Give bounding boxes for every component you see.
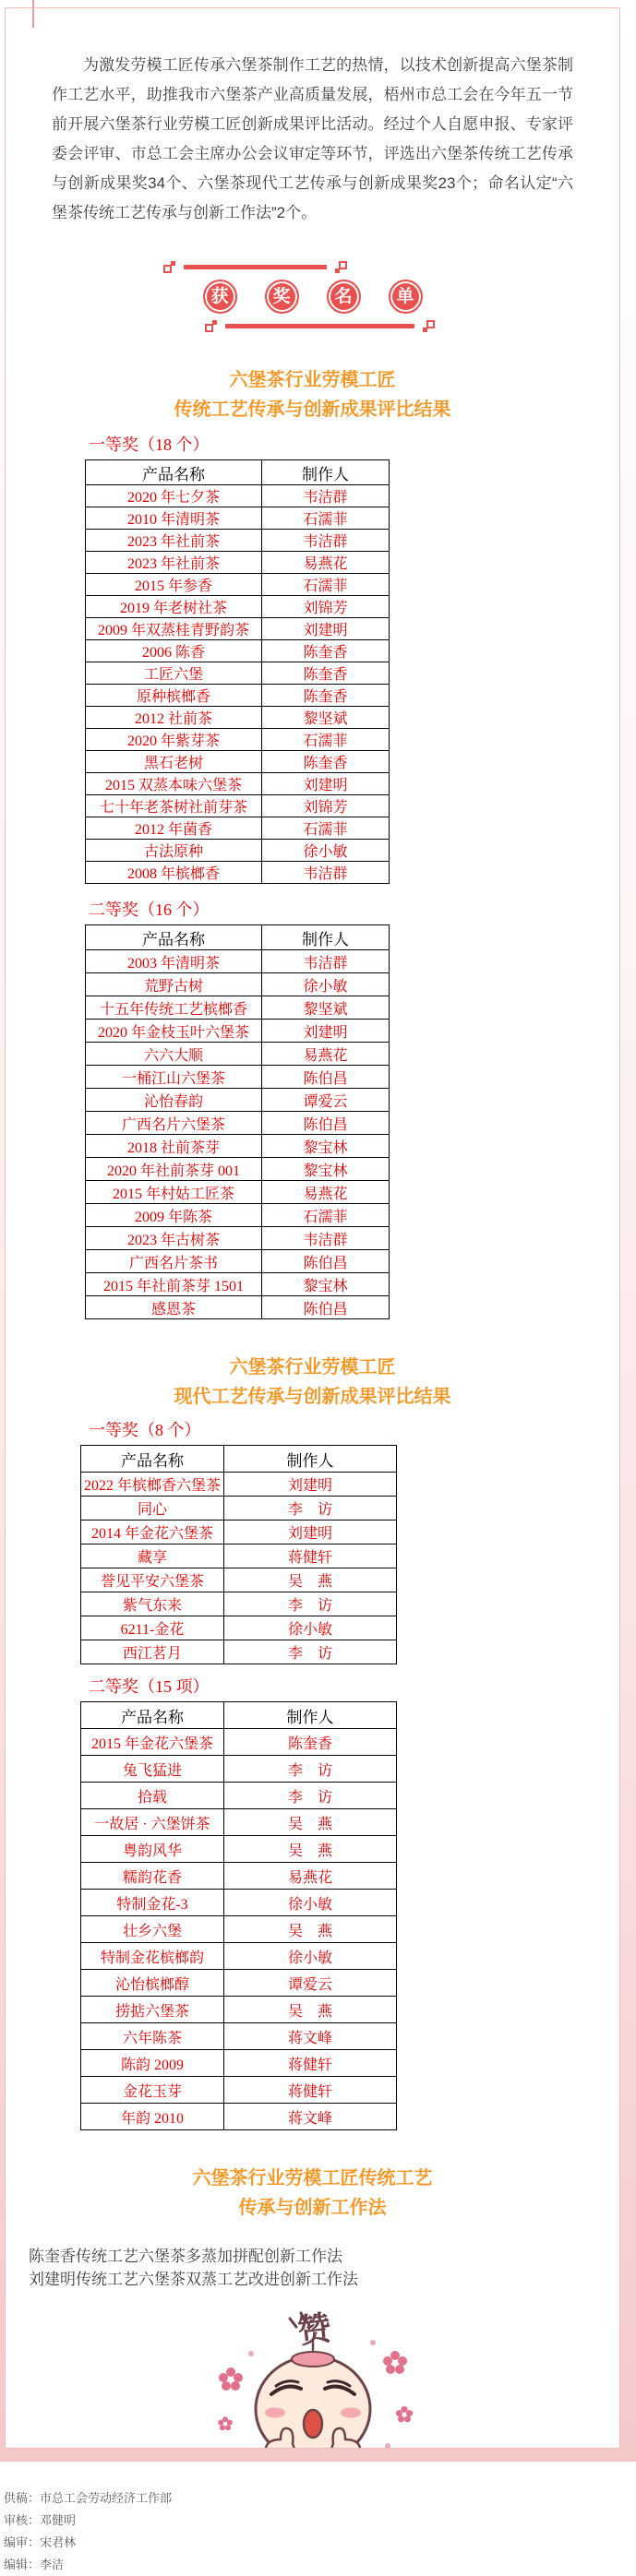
product-cell: 2020 年社前茶芽 001 <box>86 1158 262 1181</box>
product-cell: 糯韵花香 <box>81 1863 224 1890</box>
section-title-line1: 六堡茶行业劳模工匠传统工艺 <box>192 2168 433 2188</box>
maker-cell: 陈奎香 <box>224 1729 397 1756</box>
credit-role: 供稿： <box>4 2491 41 2505</box>
section-title-line1: 六堡茶行业劳模工匠 <box>229 370 396 390</box>
maker-cell: 石濡菲 <box>262 729 390 751</box>
table-row <box>86 1066 390 1089</box>
maker-cell: 徐小敏 <box>224 1616 397 1640</box>
product-cell: 2020 年金枝玉叶六堡茶 <box>86 1020 262 1043</box>
maker-cell: 黎宝林 <box>262 1273 390 1296</box>
maker-cell: 徐小敏 <box>224 1943 397 1970</box>
product-cell: 特制金花-3 <box>81 1890 224 1916</box>
product-cell: 感恩茶 <box>86 1296 262 1319</box>
banner-bar <box>184 265 327 269</box>
maker-cell: 陈伯昌 <box>262 1250 390 1273</box>
product-cell: 2003 年清明茶 <box>86 950 262 973</box>
award-table-traditional-first <box>85 459 390 884</box>
product-cell: 捞掂六堡茶 <box>81 1997 224 2023</box>
table-row <box>86 996 390 1020</box>
maker-cell: 石濡菲 <box>262 574 390 596</box>
maker-cell: 谭爱云 <box>224 1970 397 1997</box>
product-cell: 粤韵风华 <box>81 1836 224 1863</box>
product-cell: 2009 年双蒸桂青野韵茶 <box>86 618 262 640</box>
table-row <box>86 1112 390 1135</box>
maker-cell: 陈伯昌 <box>262 1112 390 1135</box>
product-cell: 原种槟榔香 <box>86 685 262 707</box>
table-row <box>81 1943 397 1970</box>
product-cell: 2012 社前茶 <box>86 707 262 729</box>
maker-cell: 韦洁群 <box>262 530 390 552</box>
table-row <box>81 1836 397 1863</box>
column-header-maker: 制作人 <box>224 1446 397 1473</box>
banner-top-rule <box>5 261 516 273</box>
table-row <box>86 618 390 640</box>
maker-cell: 蒋文峰 <box>224 2104 397 2130</box>
maker-cell: 韦洁群 <box>262 1227 390 1250</box>
table-row <box>81 1544 397 1568</box>
product-cell: 工匠六堡 <box>86 662 262 685</box>
table-row <box>81 2050 397 2077</box>
table-row <box>81 1916 397 1943</box>
product-cell: 2015 年村姑工匠茶 <box>86 1181 262 1204</box>
product-cell: 黑石老树 <box>86 751 262 773</box>
credit-line <box>4 2554 636 2576</box>
award-table-traditional-second <box>85 924 390 1319</box>
table-row <box>81 1568 397 1592</box>
maker-cell: 石濡菲 <box>262 817 390 840</box>
award-list-banner <box>52 261 573 332</box>
product-cell: 2015 年社前茶芽 1501 <box>86 1273 262 1296</box>
table-row <box>86 530 390 552</box>
banner-characters <box>52 280 573 314</box>
product-cell: 兔飞猛进 <box>81 1756 224 1783</box>
product-cell: 古法原种 <box>86 840 262 862</box>
maker-cell: 吴 燕 <box>224 1916 397 1943</box>
maker-cell: 刘建明 <box>224 1521 397 1544</box>
credit-role: 编审： <box>4 2535 41 2549</box>
praise-sticker-wrap <box>52 2306 573 2449</box>
maker-cell: 韦洁群 <box>262 950 390 973</box>
credit-line <box>4 2510 636 2532</box>
section-title-line2: 现代工艺传承与创新成果评比结果 <box>174 1387 451 1407</box>
credit-role: 编辑： <box>4 2558 41 2571</box>
table-row <box>81 1616 397 1640</box>
credits-block <box>4 2487 636 2576</box>
table-row <box>86 773 390 795</box>
column-header-product: 产品名称 <box>86 460 262 485</box>
sticker-face <box>256 2342 370 2449</box>
product-cell: 广西名片六堡茶 <box>86 1112 262 1135</box>
product-cell: 特制金花槟榔韵 <box>81 1943 224 1970</box>
maker-cell: 李 访 <box>224 1592 397 1616</box>
maker-cell: 李 访 <box>224 1497 397 1521</box>
table-row <box>86 751 390 773</box>
maker-cell: 刘建明 <box>262 773 390 795</box>
product-cell: 2010 年清明茶 <box>86 507 262 530</box>
product-cell: 誉见平安六堡茶 <box>81 1568 224 1592</box>
maker-cell: 刘锦芳 <box>262 596 390 618</box>
maker-cell: 吴 燕 <box>224 1836 397 1863</box>
column-header-product: 产品名称 <box>81 1702 224 1729</box>
table-row <box>86 574 390 596</box>
column-header-product: 产品名称 <box>81 1446 224 1473</box>
credit-value: 邓健明 <box>40 2513 77 2527</box>
table-row <box>81 1890 397 1916</box>
maker-cell: 陈奎香 <box>262 751 390 773</box>
product-cell: 2020 年七夕茶 <box>86 485 262 507</box>
table-row <box>86 1181 390 1204</box>
credit-line <box>4 2487 636 2510</box>
table-header-row <box>86 925 390 950</box>
table-row <box>86 1158 390 1181</box>
group-label-first-prize: 一等奖（8 个） <box>89 1421 201 1439</box>
product-cell: 一故居 · 六堡饼茶 <box>81 1809 224 1836</box>
table-row <box>81 2077 397 2104</box>
table-row <box>86 1135 390 1158</box>
maker-cell: 刘建明 <box>224 1473 397 1497</box>
group-label-second-prize: 二等奖（16 个） <box>89 900 210 919</box>
product-cell: 沁怡槟榔醇 <box>81 1970 224 1997</box>
product-cell: 2022 年槟榔香六堡茶 <box>81 1473 224 1497</box>
product-cell: 荒野古树 <box>86 973 262 996</box>
product-cell: 紫气东来 <box>81 1592 224 1616</box>
maker-cell: 易燕花 <box>262 1181 390 1204</box>
maker-cell: 陈奎香 <box>262 685 390 707</box>
award-table-modern-second <box>80 1701 397 2130</box>
table-row <box>86 795 390 817</box>
banner-bar <box>225 324 414 328</box>
table-row <box>86 707 390 729</box>
credit-value: 宋君林 <box>40 2535 77 2549</box>
credit-value: 李洁 <box>40 2558 65 2571</box>
table-row <box>86 1020 390 1043</box>
section-title-traditional <box>52 365 573 424</box>
maker-cell: 李 访 <box>224 1783 397 1809</box>
table-row <box>81 1783 397 1809</box>
table-row <box>81 2104 397 2130</box>
table-row <box>86 1089 390 1112</box>
product-cell: 陈韵 2009 <box>81 2050 224 2077</box>
maker-cell: 吴 燕 <box>224 1809 397 1836</box>
product-cell: 6211-金花 <box>81 1616 224 1640</box>
maker-cell: 徐小敏 <box>262 973 390 996</box>
table-row <box>86 662 390 685</box>
maker-cell: 刘建明 <box>262 618 390 640</box>
credit-role: 审核： <box>4 2513 41 2527</box>
product-cell: 2015 年参香 <box>86 574 262 596</box>
table-row <box>81 1863 397 1890</box>
product-cell: 沁怡春韵 <box>86 1089 262 1112</box>
maker-cell: 陈奎香 <box>262 662 390 685</box>
product-cell: 2018 社前茶芽 <box>86 1135 262 1158</box>
table-row <box>86 1250 390 1273</box>
table-row <box>86 1227 390 1250</box>
maker-cell: 易燕花 <box>262 552 390 574</box>
table-row <box>81 1997 397 2023</box>
square-ornament-icon <box>205 320 217 332</box>
product-cell: 2023 年社前茶 <box>86 530 262 552</box>
table-row <box>86 729 390 751</box>
table-row <box>86 1204 390 1227</box>
award-table-modern-first <box>80 1445 397 1664</box>
table-row <box>81 1809 397 1836</box>
square-ornament-icon <box>335 261 347 273</box>
table-row <box>86 817 390 840</box>
maker-cell: 易燕花 <box>262 1043 390 1066</box>
maker-cell: 蒋文峰 <box>224 2023 397 2050</box>
badge-char-circle: 获 <box>203 280 237 314</box>
table-row <box>86 840 390 862</box>
table-row <box>81 1497 397 1521</box>
table-row <box>86 485 390 507</box>
table-row <box>81 2023 397 2050</box>
svg-text:赞: 赞 <box>294 2308 333 2351</box>
column-header-product: 产品名称 <box>86 925 262 950</box>
praise-sticker-image <box>198 2306 428 2449</box>
maker-cell: 李 访 <box>224 1756 397 1783</box>
maker-cell: 石濡菲 <box>262 1204 390 1227</box>
table-row <box>86 685 390 707</box>
product-cell: 金花玉芽 <box>81 2077 224 2104</box>
maker-cell: 李 访 <box>224 1640 397 1664</box>
worklaw-item: 陈奎香传统工艺六堡茶多蒸加拼配创新工作法 <box>29 2248 342 2265</box>
maker-cell: 吴 燕 <box>224 1997 397 2023</box>
product-cell: 七十年老茶树社前芽茶 <box>86 795 262 817</box>
table-row <box>86 862 390 884</box>
product-cell: 广西名片茶书 <box>86 1250 262 1273</box>
product-cell: 2019 年老树社茶 <box>86 596 262 618</box>
product-cell: 同心 <box>81 1497 224 1521</box>
section-title-line1: 六堡茶行业劳模工匠 <box>229 1357 396 1377</box>
maker-cell: 吴 燕 <box>224 1568 397 1592</box>
credit-line <box>4 2532 636 2554</box>
product-cell: 2014 年金花六堡茶 <box>81 1521 224 1544</box>
credit-value: 市总工会劳动经济工作部 <box>40 2491 173 2505</box>
product-cell: 六年陈茶 <box>81 2023 224 2050</box>
table-row <box>81 1640 397 1664</box>
table-row <box>81 1592 397 1616</box>
banner-bottom-rule <box>59 320 581 332</box>
product-cell: 2006 陈香 <box>86 640 262 662</box>
maker-cell: 徐小敏 <box>224 1890 397 1916</box>
section-title-line2: 传承与创新工作法 <box>238 2198 387 2218</box>
top-accent-line <box>32 0 34 28</box>
table-header-row <box>81 1446 397 1473</box>
product-cell: 2020 年紫芽茶 <box>86 729 262 751</box>
worklaw-item: 刘建明传统工艺六堡茶双蒸工艺改进创新工作法 <box>29 2271 358 2288</box>
article-card <box>5 7 620 2449</box>
badge-char-circle: 名 <box>327 280 361 314</box>
section-title-line2: 传统工艺传承与创新成果评比结果 <box>174 400 451 420</box>
group-label-first-prize: 一等奖（18 个） <box>89 435 210 454</box>
product-cell: 2012 年菌香 <box>86 817 262 840</box>
product-cell: 2023 年社前茶 <box>86 552 262 574</box>
maker-cell: 刘锦芳 <box>262 795 390 817</box>
maker-cell: 黎宝林 <box>262 1158 390 1181</box>
square-ornament-icon <box>423 320 435 332</box>
table-row <box>81 1473 397 1497</box>
maker-cell: 黎坚斌 <box>262 996 390 1020</box>
maker-cell: 陈奎香 <box>262 640 390 662</box>
maker-cell: 谭爱云 <box>262 1089 390 1112</box>
table-row <box>86 973 390 996</box>
maker-cell: 蒋健轩 <box>224 2050 397 2077</box>
section-title-modern <box>52 1353 573 1412</box>
maker-cell: 黎坚斌 <box>262 707 390 729</box>
maker-cell: 黎宝林 <box>262 1135 390 1158</box>
worklaw-list <box>29 2245 573 2291</box>
product-cell: 一桶江山六堡茶 <box>86 1066 262 1089</box>
product-cell: 年韵 2010 <box>81 2104 224 2130</box>
table-row <box>81 1521 397 1544</box>
product-cell: 西江茗月 <box>81 1640 224 1664</box>
badge-char-circle: 奖 <box>265 280 299 314</box>
product-cell: 拾载 <box>81 1783 224 1809</box>
maker-cell: 石濡菲 <box>262 507 390 530</box>
product-cell: 壮乡六堡 <box>81 1916 224 1943</box>
table-row <box>86 552 390 574</box>
product-cell: 2023 年古树茶 <box>86 1227 262 1250</box>
product-cell: 2008 年槟榔香 <box>86 862 262 884</box>
column-header-maker: 制作人 <box>224 1702 397 1729</box>
maker-cell: 徐小敏 <box>262 840 390 862</box>
table-row <box>86 1296 390 1319</box>
maker-cell: 韦洁群 <box>262 862 390 884</box>
maker-cell: 陈伯昌 <box>262 1066 390 1089</box>
square-ornament-icon <box>163 261 175 273</box>
table-header-row <box>81 1702 397 1729</box>
column-header-maker: 制作人 <box>262 925 390 950</box>
article-content <box>6 51 619 2449</box>
table-row <box>81 1756 397 1783</box>
table-row <box>86 1043 390 1066</box>
column-header-maker: 制作人 <box>262 460 390 485</box>
product-cell: 十五年传统工艺槟榔香 <box>86 996 262 1020</box>
product-cell: 六六大顺 <box>86 1043 262 1066</box>
maker-cell: 蒋健轩 <box>224 2077 397 2104</box>
maker-cell: 刘建明 <box>262 1020 390 1043</box>
section-title-worklaw <box>52 2164 573 2223</box>
intro-paragraph: 为激发劳模工匠传承六堡茶制作工艺的热情，以技术创新提高六堡茶制作工艺水平，助推我市六堡茶产业高质量发展，梧州市总工会在今年五一节前开展六堡茶行业劳模工匠创新成果评比活动。经过个人自愿申报、专家评委会评审、市总工会主席办公会议审定等环节，评选出六堡茶传统工艺传承与创新成果奖34个、六堡茶现代工艺传承与创新成果奖23个；命名认定“六堡茶传统工艺传承与创新工作法”2个。 <box>52 56 573 221</box>
product-cell: 2015 双蒸本味六堡茶 <box>86 773 262 795</box>
maker-cell: 陈伯昌 <box>262 1296 390 1319</box>
table-header-row <box>86 460 390 485</box>
table-row <box>86 950 390 973</box>
table-row <box>86 596 390 618</box>
maker-cell: 蒋健轩 <box>224 1544 397 1568</box>
group-label-second-prize: 二等奖（15 项） <box>89 1677 210 1696</box>
badge-char-circle: 单 <box>389 280 423 314</box>
table-row <box>86 1273 390 1296</box>
table-row <box>81 1729 397 1756</box>
product-cell: 2015 年金花六堡茶 <box>81 1729 224 1756</box>
product-cell: 藏享 <box>81 1544 224 1568</box>
maker-cell: 韦洁群 <box>262 485 390 507</box>
table-row <box>86 640 390 662</box>
table-row <box>81 1970 397 1997</box>
table-row <box>86 507 390 530</box>
product-cell: 2009 年陈茶 <box>86 1204 262 1227</box>
maker-cell: 易燕花 <box>224 1863 397 1890</box>
